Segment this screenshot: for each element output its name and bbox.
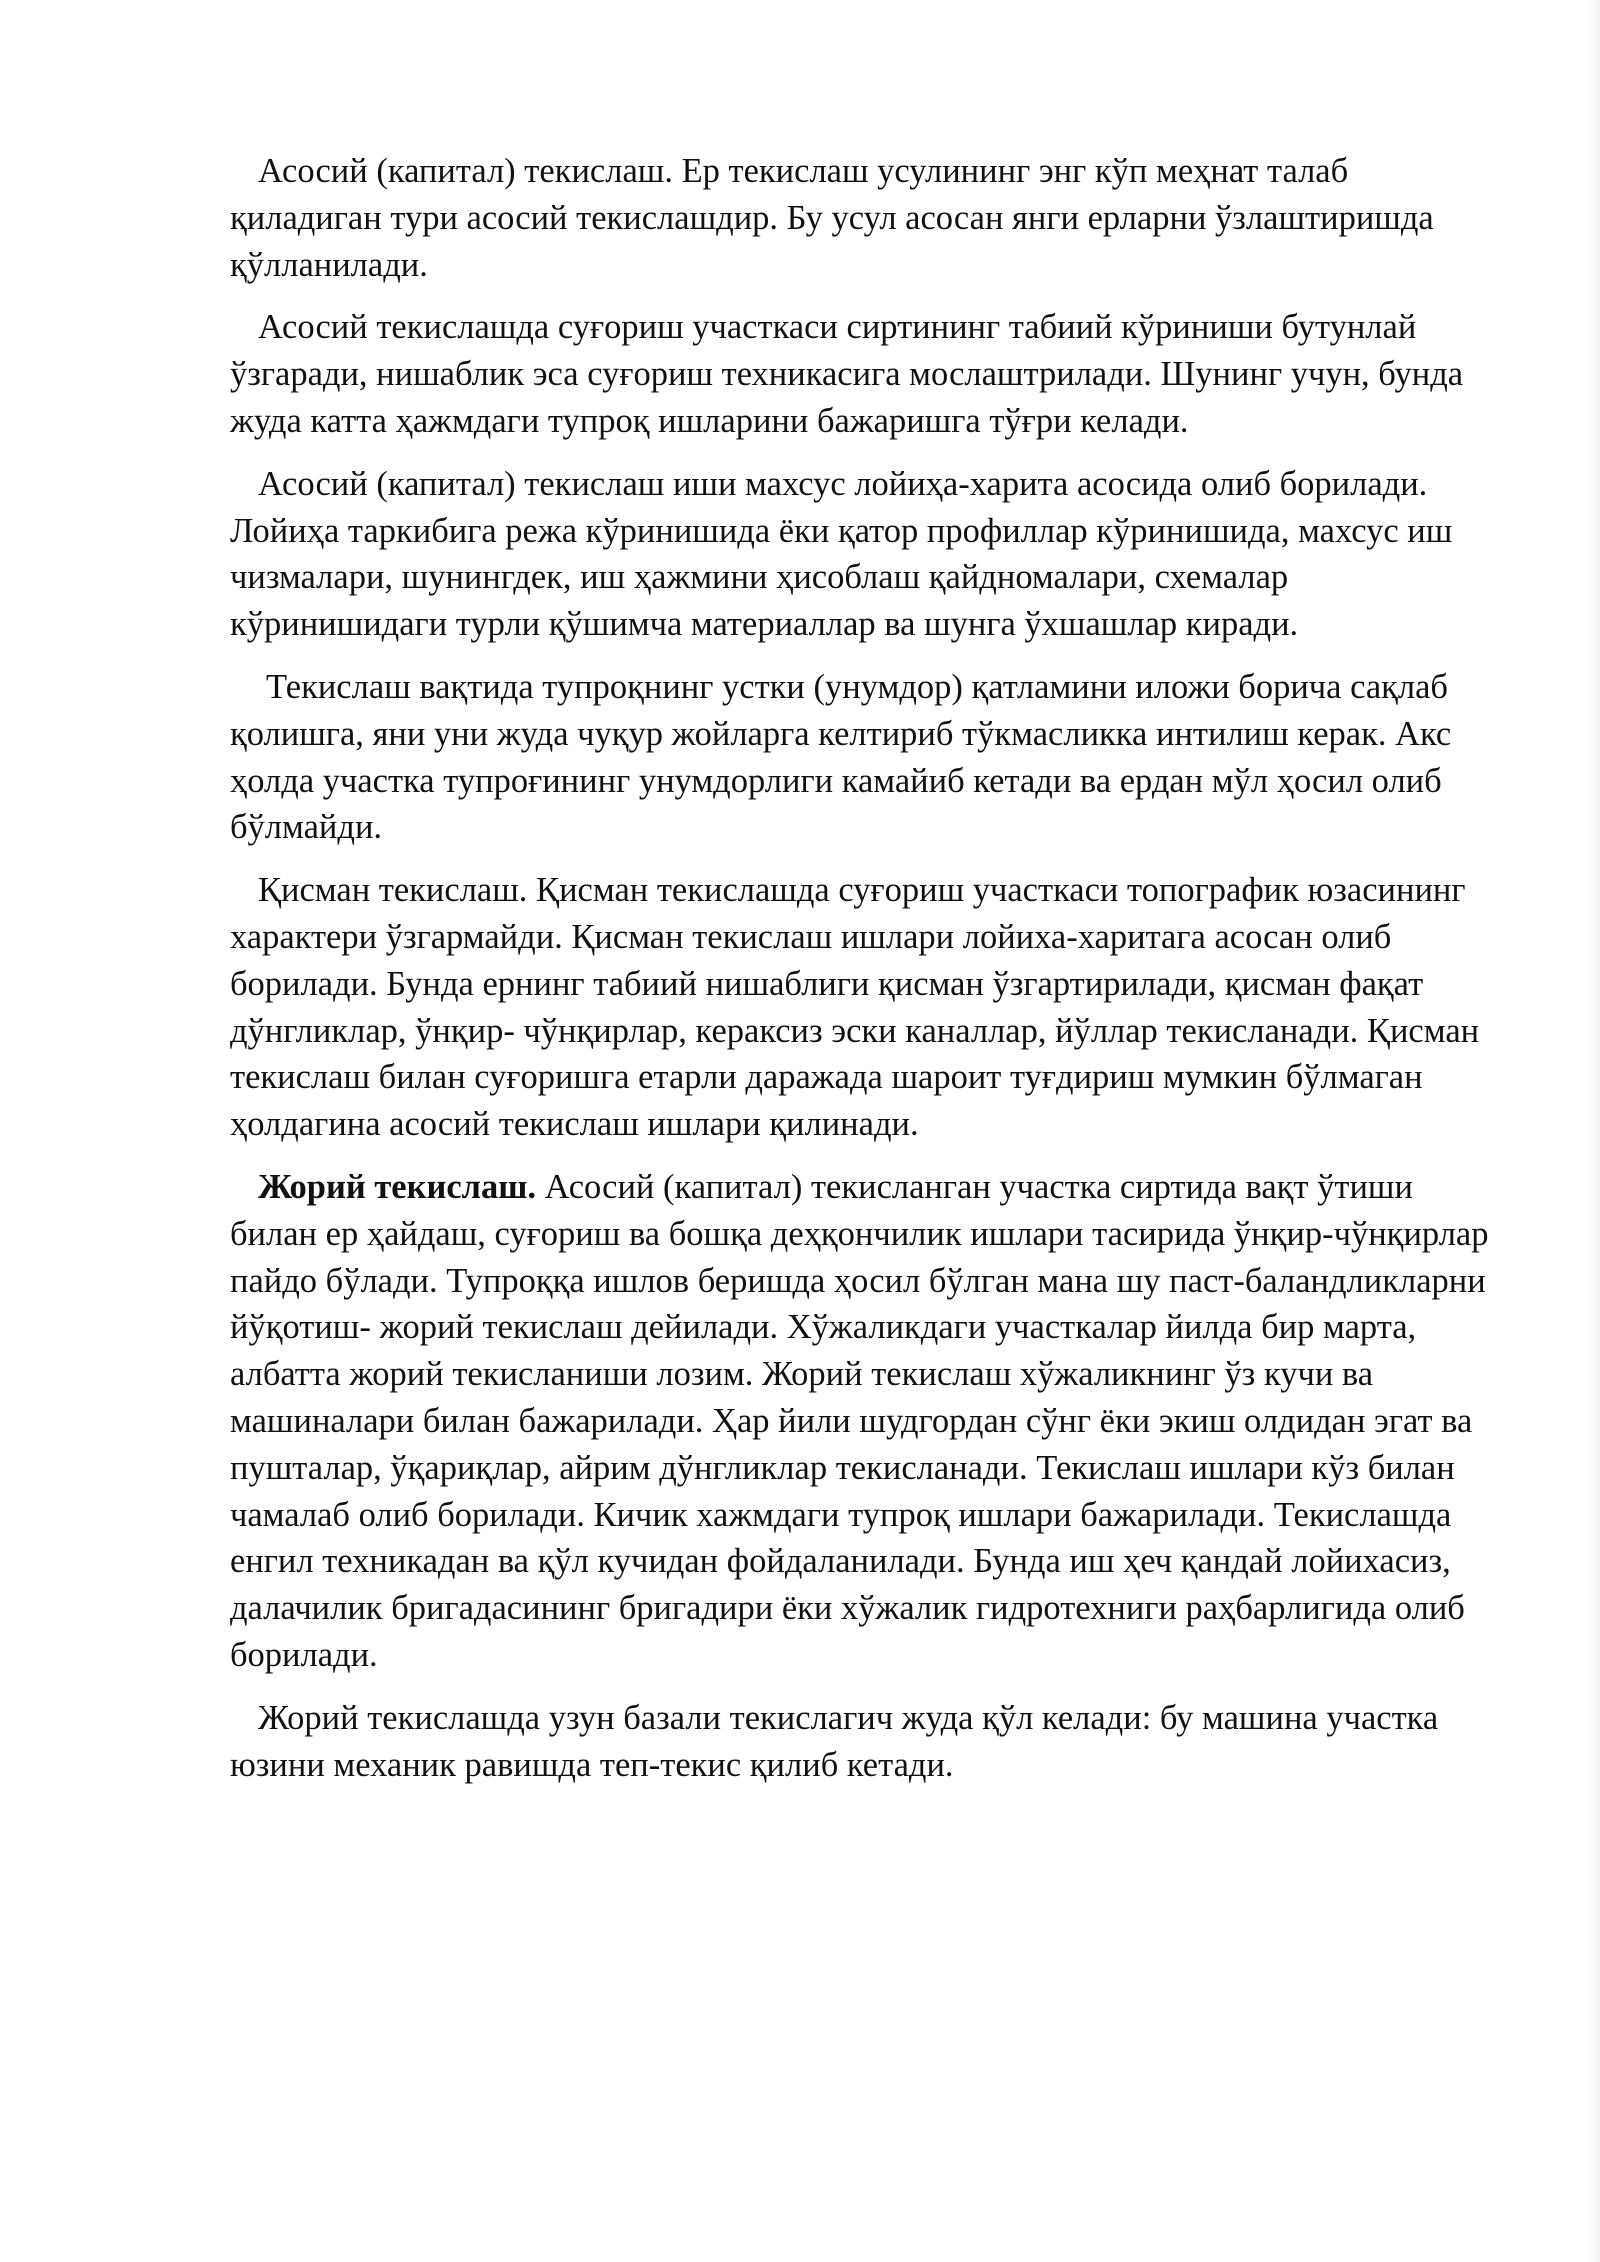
paragraph-soil-preservation <box>230 664 1495 851</box>
paragraph-current-leveling <box>230 1164 1495 1679</box>
paragraph-long-base-leveler <box>230 1695 1495 1789</box>
paragraph-main-leveling-surface <box>230 304 1495 444</box>
paragraph-text: Асосий (капитал) текислаш. Ер текислаш усулининг энг кўп меҳнат талаб қиладиган тури асосий текислашдир. Бу усул асосан янги ерларни ўзлаштиришда қўлланилади. <box>230 152 1434 284</box>
paragraph-text: Жорий текислашда узун базали текислагич жуда қўл келади: бу машина участка юзини механик равишда теп-текис қилиб кетади. <box>230 1698 1439 1784</box>
paragraph-project-map <box>230 461 1495 648</box>
paragraph-text: Текислаш вақтида тупроқнинг устки (унумдор) қатламини иложи борича сақлаб қолишга, яни уни жуда чуқур жойларга келтириб тўкмасликка интилиш керак. Акс ҳолда участка тупроғининг унумдорлиги камайиб кетади ва ердан мўл ҳосил олиб бўлмайди. <box>230 667 1452 847</box>
paragraph-partial-leveling <box>230 867 1495 1148</box>
paragraph-text: Асосий текислашда суғориш участкаси сиртининг табиий кўриниши бутунлай ўзгаради, нишаблик эса суғориш техникасига мослаштрилади. Шунинг учун, бунда жуда катта ҳажмдаги тупроқ ишларини бажаришга тўғри келади. <box>230 308 1464 440</box>
paragraph-text: Асосий (капитал) текислаш иши махсус лойиҳа-харита асосида олиб борилади. Лойиҳа таркибига режа кўринишида ёки қатор профиллар кўринишида, махсус иш чизмалари, шунингдек, иш ҳажмини ҳисоблаш қайдномалари, схемалар кўринишидаги турли қўшимча материаллар ва шунга ўхшашлар киради. <box>230 464 1453 644</box>
paragraph-text: Қисман текислаш. Қисман текислашда суғориш участкаси топографик юзасининг характери ўзгармайди. Қисман текислаш ишлари лойиха-харитага асосан олиб борилади. Бунда ернинг табиий нишаблиги қисман ўзгартирилади, қисман фақат дўнгликлар, ўнқир- чўнқирлар, кераксиз эски каналлар, йўллар текисланади. Қисман текислаш билан суғоришга етарли даражада шароит туғдириш мумкин бўлмаган ҳолдагина асосий текислаш ишлари қилинади. <box>230 871 1480 1144</box>
document-body <box>230 148 1495 1804</box>
paragraph-text: Асосий (капитал) текисланган участка сиртида вақт ўтиши билан ер ҳайдаш, суғориш ва бошқа деҳқончилик ишлари тасирида ўнқир-чўнқирлар пайдо бўлади. Тупроққа ишлов беришда ҳосил бўлган мана шу паст-баландликларни йўқотиш- жорий текислаш дейилади. Хўжаликдаги участкалар йилда бир марта, албатта жорий текисланиши лозим. Жорий текислаш хўжаликнинг ўз кучи ва машиналари билан бажарилади. Ҳар йили шудгордан сўнг ёки экиш олдидан эгат ва пушталар, ўқариқлар, айрим дўнгликлар текисланади. Текислаш ишлари кўз билан чамалаб олиб борилади. Кичик хажмдаги тупроқ ишлари бажарилади. Текислашда енгил техникадан ва қўл кучидан фойдаланилади. Бунда иш ҳеч қандай лойихасиз, далачилик бригадасининг бригадири ёки хўжалик гидротехниги раҳбарлигида олиб борилади. <box>230 1167 1489 1674</box>
page-right-edge-shadow <box>1586 0 1600 2262</box>
paragraph-bold-lead: Жорий текислаш. <box>258 1167 537 1206</box>
paragraph-main-leveling-intro <box>230 148 1495 288</box>
